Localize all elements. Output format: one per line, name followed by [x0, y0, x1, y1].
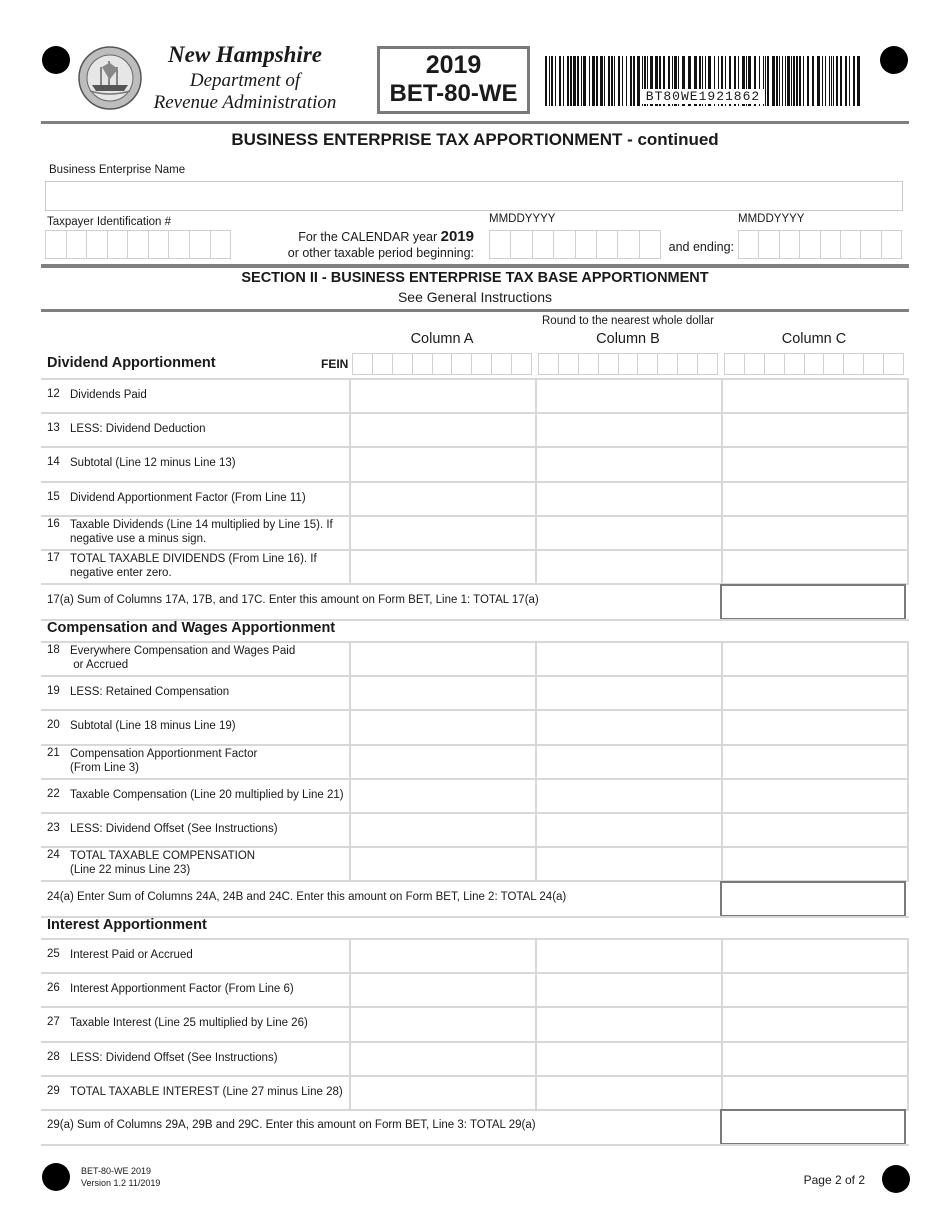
administration-name: Revenue Administration — [153, 92, 337, 113]
line-number: 12 — [47, 388, 60, 400]
amount-field-a[interactable] — [349, 709, 537, 743]
line-label: Taxable Dividends (Line 14 multiplied by Line 15). If — [70, 518, 333, 531]
amount-field-a[interactable] — [349, 446, 537, 480]
line-number: 13 — [47, 422, 60, 435]
column-b-header: Column B — [596, 331, 660, 347]
registration-mark — [882, 1165, 910, 1193]
line-label: LESS: Dividend Deduction — [70, 423, 206, 436]
line-number: 23 — [47, 822, 60, 834]
table-row — [41, 1041, 909, 1075]
line-label: Taxable Compensation (Line 20 multiplied by Line 21) — [70, 788, 344, 801]
line-number: 27 — [47, 1016, 60, 1029]
amount-field-c[interactable] — [721, 778, 909, 812]
state-seal-icon — [78, 45, 142, 111]
section-subtitle: See General Instructions — [397, 289, 553, 305]
line-number: 19 — [47, 685, 60, 698]
line-number: 24 — [47, 849, 60, 862]
line-label: LESS: Dividend Offset (See Instructions) — [70, 823, 278, 835]
table-row — [41, 778, 909, 812]
fein-field-a[interactable] — [352, 353, 532, 375]
amount-field-a[interactable] — [349, 778, 537, 812]
line-label: Taxable Interest (Line 25 multiplied by Line 26) — [70, 1017, 308, 1030]
interest-heading: Interest Apportionment — [47, 917, 207, 933]
compensation-heading: Compensation and Wages Apportionment — [47, 620, 336, 636]
amount-field-c[interactable] — [721, 675, 909, 709]
amount-field-a[interactable] — [349, 846, 537, 880]
amount-field-b[interactable] — [535, 675, 723, 709]
amount-field-b[interactable] — [535, 412, 723, 446]
calendar-year-text — [260, 228, 474, 245]
line-number: 21 — [47, 746, 60, 759]
amount-field-b[interactable] — [535, 709, 723, 743]
line-label: Interest Paid or Accrued — [70, 949, 193, 961]
line-label: Interest Apportionment Factor (From Line 6) — [70, 983, 294, 996]
table-row — [41, 549, 909, 583]
line-label: TOTAL TAXABLE INTEREST (Line 27 minus Line 28) — [70, 1085, 343, 1098]
footer-form-line: BET-80-WE 2019 — [81, 1166, 152, 1176]
amount-field-a[interactable] — [349, 515, 537, 549]
line-label: Compensation Apportionment Factor — [70, 747, 258, 760]
table-row — [41, 709, 909, 743]
amount-field-a[interactable] — [349, 675, 537, 709]
amount-field-b[interactable] — [535, 481, 723, 515]
column-c-header: Column C — [781, 331, 847, 347]
department-name: Department of — [189, 70, 301, 91]
total-line-label: 29(a) Sum of Columns 29A, 29B and 29C. Enter this amount on Form BET, Line 3: TOTAL 29(a) — [47, 1119, 536, 1131]
line-label-continued: negative use a minus sign. — [70, 532, 207, 545]
amount-field-b[interactable] — [535, 549, 723, 583]
amount-field-a[interactable] — [349, 549, 537, 583]
barcode-text: BT80WE1921862 — [641, 89, 765, 104]
amount-field-b[interactable] — [535, 641, 723, 675]
amount-field-b[interactable] — [535, 938, 723, 972]
amount-field-c[interactable] — [721, 972, 909, 1006]
column-a-header: Column A — [410, 331, 474, 347]
table-row — [41, 1006, 909, 1040]
taxpayer-id-label: Taxpayer Identification # — [47, 216, 172, 228]
amount-field-b[interactable] — [535, 812, 723, 846]
line-number: 22 — [47, 787, 60, 800]
total-line-label: 17(a) Sum of Columns 17A, 17B, and 17C. Enter this amount on Form BET, Line 1: TOTAL 17(a) — [47, 594, 539, 606]
line-number: 18 — [47, 644, 60, 656]
calendar-year: 2019 — [440, 228, 474, 245]
enterprise-name-field[interactable] — [45, 181, 903, 211]
table-row — [41, 378, 909, 412]
line-label: Subtotal (Line 18 minus Line 19) — [70, 720, 236, 733]
amount-field-a[interactable] — [349, 1041, 537, 1075]
table-row — [41, 1075, 909, 1109]
row-divider — [41, 1144, 909, 1146]
page-number: Page 2 of 2 — [803, 1173, 865, 1187]
amount-field-a[interactable] — [349, 938, 537, 972]
line-label-continued: or Accrued — [70, 659, 129, 671]
fein-label: FEIN — [321, 357, 349, 371]
amount-field-a[interactable] — [349, 744, 537, 778]
total-field[interactable] — [720, 1109, 906, 1145]
state-name: New Hampshire — [168, 42, 322, 67]
line-number: 28 — [47, 1050, 60, 1063]
line-label-continued: negative enter zero. — [70, 567, 172, 579]
amount-field-b[interactable] — [535, 1041, 723, 1075]
line-label: LESS: Retained Compensation — [70, 686, 230, 699]
table-row — [41, 812, 909, 846]
line-label: Everywhere Compensation and Wages Paid — [70, 645, 296, 657]
line-label-continued: (From Line 3) — [70, 761, 140, 774]
amount-field-a[interactable] — [349, 812, 537, 846]
amount-field-c[interactable] — [721, 412, 909, 446]
end-date-field[interactable] — [738, 230, 902, 259]
amount-field-c[interactable] — [721, 744, 909, 778]
amount-field-c[interactable] — [721, 1041, 909, 1075]
end-date-format: MMDDYYYY — [738, 213, 805, 225]
amount-field-b[interactable] — [535, 1006, 723, 1040]
amount-field-c[interactable] — [721, 709, 909, 743]
amount-field-b[interactable] — [535, 846, 723, 880]
form-year: 2019 — [425, 51, 482, 79]
amount-field-b[interactable] — [535, 515, 723, 549]
amount-field-c[interactable] — [721, 1006, 909, 1040]
total-field[interactable] — [720, 584, 906, 620]
table-row — [41, 938, 909, 972]
registration-mark — [42, 46, 70, 74]
amount-field-a[interactable] — [349, 378, 537, 412]
section-title: SECTION II - BUSINESS ENTERPRISE TAX BASE APPORTIONMENT — [241, 270, 709, 286]
line-number: 15 — [47, 490, 60, 503]
round-note: Round to the nearest whole dollar — [542, 315, 714, 327]
form-id-box — [377, 46, 530, 114]
and-ending-label: and ending: — [668, 240, 734, 254]
registration-mark — [42, 1163, 70, 1191]
begin-date-format: MMDDYYYY — [489, 213, 556, 225]
amount-field-c[interactable] — [721, 1075, 909, 1109]
amount-field-c[interactable] — [721, 515, 909, 549]
amount-field-c[interactable] — [721, 446, 909, 480]
amount-field-a[interactable] — [349, 1075, 537, 1109]
amount-field-b[interactable] — [535, 778, 723, 812]
amount-field-a[interactable] — [349, 1006, 537, 1040]
amount-field-a[interactable] — [349, 972, 537, 1006]
amount-field-c[interactable] — [721, 481, 909, 515]
enterprise-name-label: Business Enterprise Name — [49, 164, 186, 176]
calendar-label: For the CALENDAR year — [298, 230, 438, 244]
fein-field-c[interactable] — [724, 353, 904, 375]
line-label: Subtotal (Line 12 minus Line 13) — [70, 457, 236, 470]
line-number: 16 — [47, 517, 60, 530]
table-row — [41, 846, 909, 880]
line-label: TOTAL TAXABLE DIVIDENDS (From Line 16). If — [70, 553, 317, 565]
amount-field-a[interactable] — [349, 481, 537, 515]
amount-field-a[interactable] — [349, 412, 537, 446]
line-number: 25 — [47, 948, 60, 960]
amount-field-c[interactable] — [721, 938, 909, 972]
registration-mark — [880, 46, 908, 74]
page-title: BUSINESS ENTERPRISE TAX APPORTIONMENT - continued — [231, 130, 719, 149]
table-row — [41, 446, 909, 480]
line-number: 29 — [47, 1084, 60, 1097]
amount-field-c[interactable] — [721, 549, 909, 583]
line-label-continued: (Line 22 minus Line 23) — [70, 864, 191, 877]
table-row — [41, 744, 909, 778]
amount-field-b[interactable] — [535, 378, 723, 412]
table-row — [41, 412, 909, 446]
table-row — [41, 481, 909, 515]
fein-field-b[interactable] — [538, 353, 718, 375]
amount-field-c[interactable] — [721, 812, 909, 846]
table-row — [41, 515, 909, 549]
dividend-heading: Dividend Apportionment — [47, 355, 216, 371]
line-label: Dividends Paid — [70, 389, 147, 401]
table-row — [41, 675, 909, 709]
line-number: 14 — [47, 456, 60, 469]
line-number: 20 — [47, 719, 60, 732]
barcode — [545, 56, 865, 106]
amount-field-b[interactable] — [535, 972, 723, 1006]
line-number: 17 — [47, 552, 60, 564]
amount-field-c[interactable] — [721, 378, 909, 412]
period-begin-label: or other taxable period beginning: — [287, 246, 474, 260]
amount-field-b[interactable] — [535, 446, 723, 480]
amount-field-c[interactable] — [721, 846, 909, 880]
total-line-label: 24(a) Enter Sum of Columns 24A, 24B and 24C. Enter this amount on Form BET, Line 2: TOTAL 24(a) — [47, 891, 567, 903]
amount-field-b[interactable] — [535, 1075, 723, 1109]
line-label: TOTAL TAXABLE COMPENSATION — [70, 850, 256, 863]
amount-field-a[interactable] — [349, 641, 537, 675]
line-label: Dividend Apportionment Factor (From Line 11) — [70, 491, 306, 504]
line-number: 26 — [47, 982, 60, 995]
amount-field-b[interactable] — [535, 744, 723, 778]
total-field[interactable] — [720, 881, 906, 917]
table-row — [41, 641, 909, 675]
begin-date-field[interactable] — [489, 230, 661, 259]
table-row — [41, 972, 909, 1006]
footer-version: Version 1.2 11/2019 — [81, 1178, 161, 1188]
taxpayer-id-field[interactable] — [45, 230, 231, 259]
line-label: LESS: Dividend Offset (See Instructions) — [70, 1051, 278, 1064]
amount-field-c[interactable] — [721, 641, 909, 675]
form-number: BET-80-WE — [389, 80, 518, 107]
